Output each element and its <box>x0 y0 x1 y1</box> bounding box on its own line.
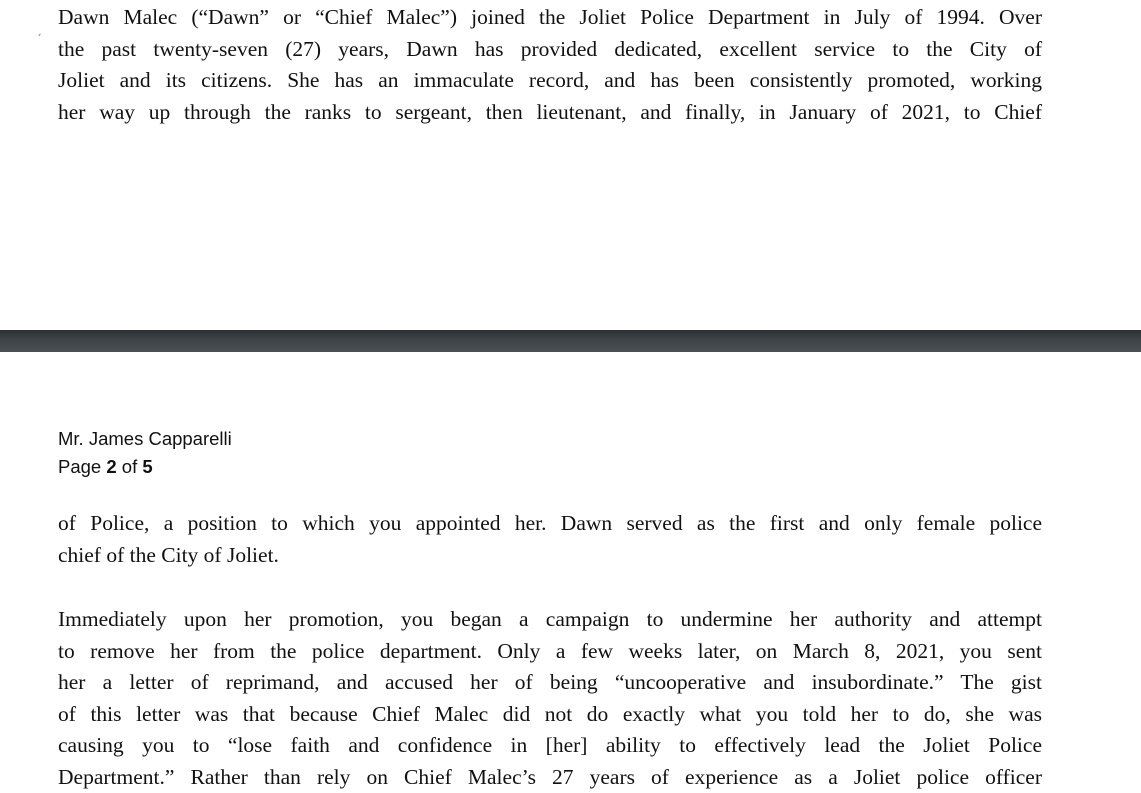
page-2-paragraph-2 <box>58 604 1042 793</box>
text-line: Dawn Malec (“Dawn” or “Chief Malec”) joined the Joliet Police Department in July of 1994. Over <box>58 2 1042 34</box>
text-line: the past twenty-seven (27) years, Dawn has provided dedicated, excellent service to the City of <box>58 34 1042 66</box>
text-line: of Police, a position to which you appointed her. Dawn served as the first and only female police <box>58 508 1042 540</box>
page-separator <box>0 330 1141 352</box>
text-line: Department.” Rather than rely on Chief Malec’s 27 years of experience as a Joliet police officer <box>58 762 1042 793</box>
page-1-paragraph <box>58 2 1042 128</box>
text-line: her way up through the ranks to sergeant, then lieutenant, and finally, in January of 2021, to Chief <box>58 97 1042 129</box>
page-header <box>58 425 232 481</box>
recipient-name: Mr. James Capparelli <box>58 425 232 453</box>
text-line: causing you to “lose faith and confidence in [her] ability to effectively lead the Joliet Police <box>58 730 1042 762</box>
text-line: of this letter was that because Chief Malec did not do exactly what you told her to do, she was <box>58 699 1042 731</box>
of-word: of <box>122 456 137 477</box>
page-word: Page <box>58 456 101 477</box>
page-number: 2 <box>106 456 116 477</box>
page-indicator <box>58 453 232 481</box>
margin-mark: ˏ <box>36 22 42 36</box>
text-line: chief of the City of Joliet. <box>58 540 1042 572</box>
page-2-paragraph-1 <box>58 508 1042 571</box>
page-total: 5 <box>142 456 152 477</box>
text-line: to remove her from the police department. Only a few weeks later, on March 8, 2021, you sent <box>58 636 1042 668</box>
text-line: Joliet and its citizens. She has an immaculate record, and has been consistently promoted, working <box>58 65 1042 97</box>
text-line: Immediately upon her promotion, you began a campaign to undermine her authority and attempt <box>58 604 1042 636</box>
text-line: her a letter of reprimand, and accused her of being “uncooperative and insubordinate.” The gist <box>58 667 1042 699</box>
